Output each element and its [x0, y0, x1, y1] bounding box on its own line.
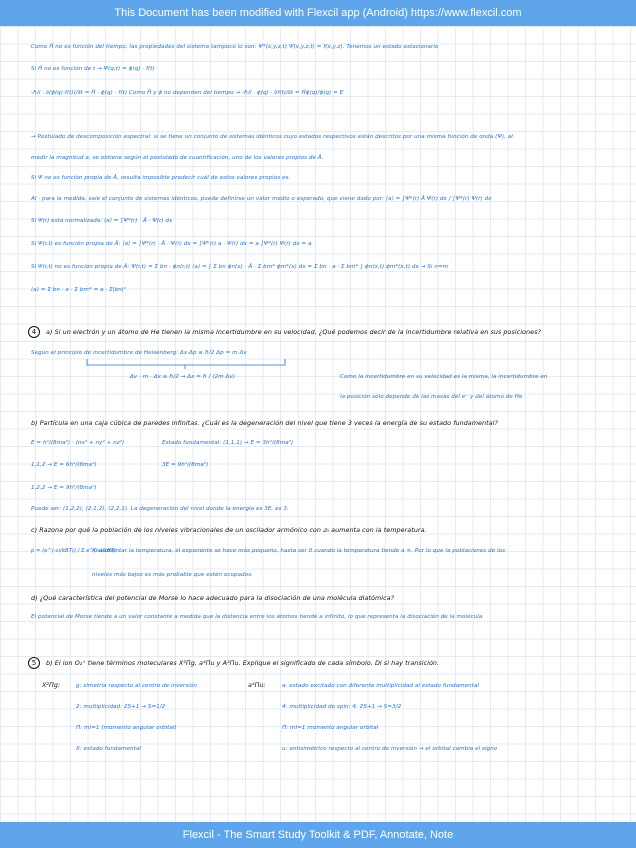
bracket-lines	[85, 357, 305, 369]
q5-left-item-2: 2: multiplicidad: 2S+1 → S=1/2	[76, 704, 166, 710]
question-5-marker	[28, 657, 40, 669]
postulado-line-7: Si Ψ(r,t) no es función propia de Â: Ψ(r,t) = Σ bn · ϕn(r,t) ⟨a⟩ = ∫ Σ bn ϕn(x) · Â · Σ bm* ϕm*(x) dx = Σ bn · a · Σ bm* ∫ ϕn(x,t) ϕm*(x,t) dx → Si n=m	[31, 264, 449, 270]
q5-left-item-1: g: simetría respecto al centro de inversión	[76, 683, 197, 689]
q5-left-term: X²Πg:	[42, 681, 61, 689]
q5-right-item-3: Π: ml=1 momento angular orbital	[282, 725, 379, 731]
q4c-answer-1: Al aumentar la temperatura, el exponente se hace más pequeño, hasta ser 0 cuando la temperatura tiende a ∞. Por lo que la poblaciones de los	[92, 548, 506, 554]
q4b-fundamental: Estado fundamental: (1,1,1) → E = 3h²/(8ma²)	[162, 440, 294, 446]
q5-right-term: a⁴Πu:	[248, 681, 266, 689]
q5-left-item-3: Π: ml=1 (momento angular orbital)	[76, 725, 177, 731]
intro-line-2: Si Ĥ no es función de t → Ψ(q,t) = ϕ(q) · f(t)	[31, 66, 155, 72]
q4a-question: a) Si un electrón y un átomo de He tienen la misma incertidumbre en su velocidad, ¿Qué podemos decir de la incertidumbre relativa en sus posiciones?	[46, 328, 541, 336]
q5-right-item-2: 4: multiplicidad de spin: 4: 2S+1 → S=3/2	[282, 704, 402, 710]
q4d-answer: El potencial de Morse tiende a un valor constante a medida que la distancia entre los átomos tiende a infinito, lo que representa la disociación de la molécula	[31, 614, 483, 620]
q4b-conclusion: Puede ser: (1,2,2), (2,1,2), (2,2,1). La degeneración del nivel donde la energía es 3E, es 3.	[31, 506, 289, 512]
postulado-line-3: Si Ψ no es función propia de Â, resulta imposible predecir cuál de estos valores propios es.	[31, 175, 291, 181]
q4a-answer-2: la posición solo depende de las masas del e⁻ y del átomo de He	[340, 394, 523, 400]
postulado-line-8: ⟨a⟩ = Σ bn · a · Σ bm* = a · Σ|bn|²	[31, 287, 127, 293]
question-4-marker	[28, 326, 40, 338]
q4c-answer-2: niveles más bajos es más probable que estén ocupados.	[92, 572, 254, 578]
q4c-question: c) Razona por qué la población de los niveles vibracionales de un oscilador armónico con 𝑧₀ aumenta con la temperatura.	[31, 526, 427, 534]
postulado-line-5: Si Ψ(r) está normalizada: ⟨a⟩ = ∫Ψ*(r) · Â · Ψ(r) dx	[31, 218, 173, 224]
postulado-line-2: medir la magnitud a, se obtiene según el postulado de cuantificación, uno de los valores propios de Â.	[31, 155, 324, 161]
question-4-number: 4	[31, 328, 37, 336]
q5b-question: b) El ion O₂⁺ tiene términos moleculares X²Πg, a⁴Πu y A²Πu. Explique el significado de cada símbolo. Di si hay transición.	[46, 659, 440, 667]
postulado-line-6: Si Ψ(r,t) es función propia de Â: ⟨a⟩ = ∫Ψ*(r) · Â · Ψ(r) dx = ∫Ψ*(r) a · Ψ(r) dx = a ∫Ψ*(r) Ψ(r) dx = a	[31, 241, 312, 247]
postulado-line-1: → Postulado de descomposición espectral: si se tiene un conjunto de sistemas idénticos cuyo estados respectivos están descritos por una misma función de onda (Ψ), al	[31, 134, 513, 140]
q4d-question: d) ¿Qué característica del potencial de Morse lo hace adecuado para la disociación de una molécula diatómica?	[31, 594, 395, 602]
intro-line-1: Como Ĥ no es función del tiempo, las propiedades del sistema tampoco lo son: Ψ*(x,y,z,t) Ψ(x,y,z,t) = f(x,y,z). Tenemos un estado estacionario	[31, 44, 439, 50]
q4a-principle: Según el principio de incertidumbre de Heisenberg: Δx·Δp ≥ ħ/2 Δp = m Δv	[31, 350, 247, 356]
q4b-state-122: 1,2,2 → E = 9h²/(8ma²)	[31, 485, 97, 491]
bottom-banner	[0, 822, 636, 848]
q4b-triple-energy: 3E = 9h²/(8ma²)	[162, 462, 209, 468]
q5-left-item-4: X: estado fundamental	[76, 746, 141, 752]
q5-right-item-4: u: antisimétrico respecto al centro de inversión → el orbital cambia el signo	[282, 746, 498, 752]
q4b-question: b) Partícula en una caja cúbica de paredes infinitas. ¿Cuál es la degeneración del nivel que tiene 3 veces la energía de su estado fundamental?	[31, 419, 498, 427]
intro-line-3: -ħ/i · ∂(ϕ(q)·f(t))/∂t = Ĥ · ϕ(q) · f(t) Como Ĥ y ϕ no dependen del tiempo → -ħ/i · ϕ(q) · ∂f(t)/∂t = Ĥϕ(q)/ϕ(q) = E	[31, 90, 344, 96]
q4b-energy-formula: E = h²/(8ma²) · (nx² + ny² + nz²)	[31, 440, 125, 446]
q4a-formula: Δv · m · Δx ≥ ħ/2 → Δx = ħ / (2m Δv)	[130, 374, 236, 380]
bottom-banner-text: Flexcil - The Smart Study Toolkit & PDF, Annotate, Note	[182, 829, 454, 841]
postulado-line-4: Al · para la medida, sale el conjunto de sistemas idénticos, puede definirse un valor medio o esperado, que viene dado por: ⟨a⟩ = ∫Ψ*(r) Â Ψ(r) dx / ∫Ψ*(r) Ψ(r) dx	[31, 196, 492, 202]
top-banner	[0, 0, 636, 26]
question-5-number: 5	[31, 659, 37, 667]
q4a-answer-1: Como la incertidumbre en su velocidad es la misma, la incertidumbre en	[340, 374, 548, 380]
q4c-formula: p = (e^(-εi/kBT)) / Σ e^(-εi/kBT)	[31, 548, 116, 554]
q4b-state-112: 1,1,2 → E = 6h²/(8ma²)	[31, 462, 97, 468]
q5-right-item-1: a: estado excitado con diferente multiplicidad al estado fundamental	[282, 683, 480, 689]
top-banner-text: This Document has been modified with Flexcil app (Android) https://www.flexcil.com	[114, 7, 522, 19]
